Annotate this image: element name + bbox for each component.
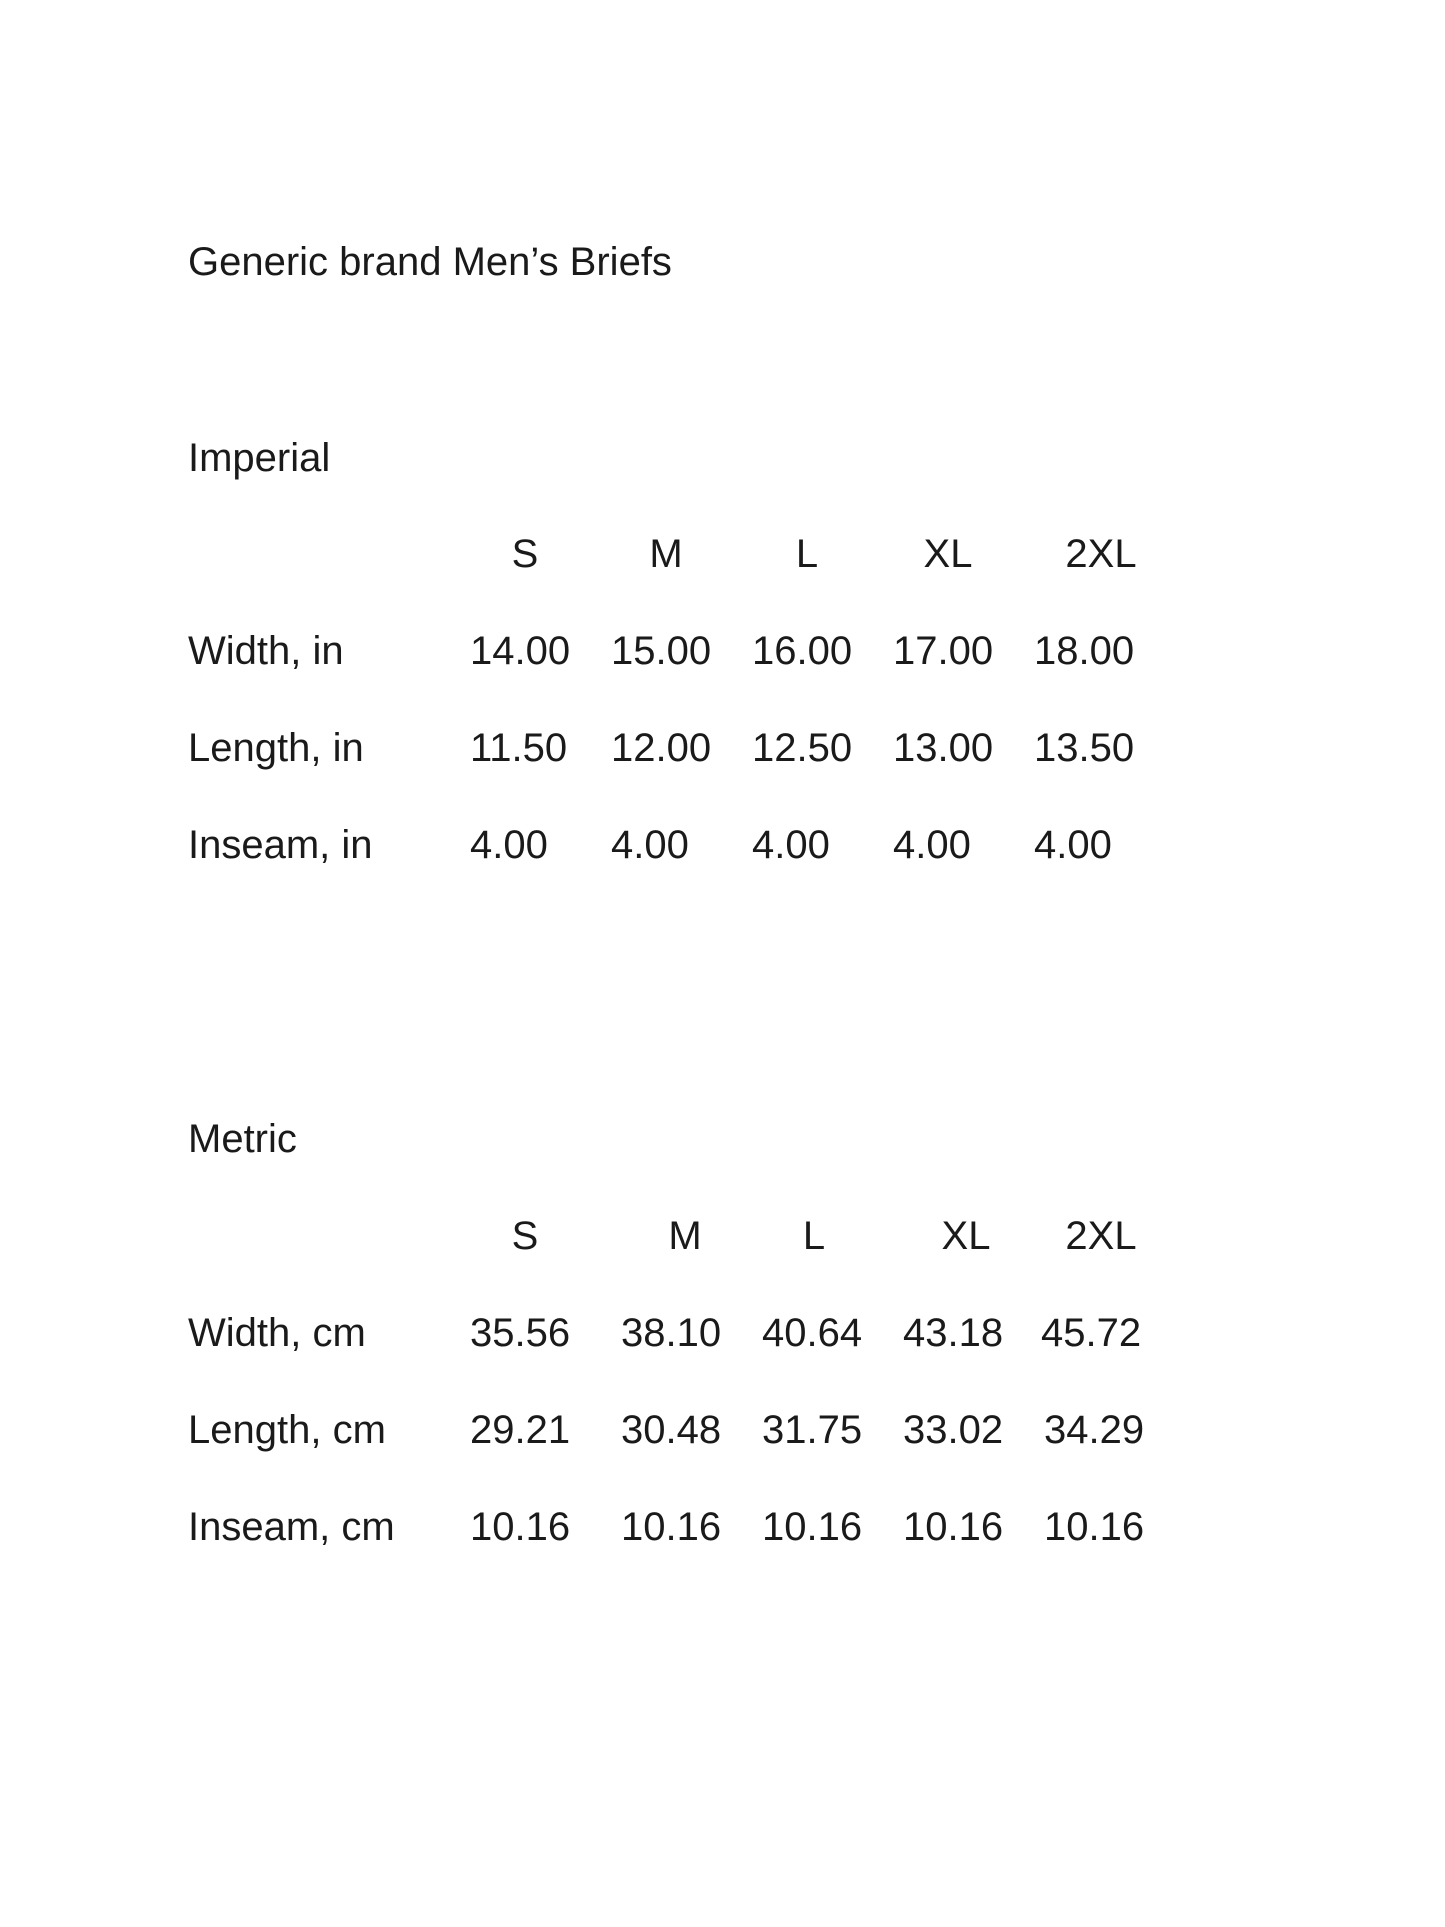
table-header-row	[188, 1212, 1168, 1309]
table-cell: 13.50	[1034, 726, 1135, 770]
row-label: Inseam, cm	[188, 1505, 395, 1549]
row-label: Width, cm	[188, 1311, 366, 1355]
imperial-size-table	[188, 530, 1168, 918]
metric-heading: Metric	[188, 1117, 297, 1161]
table-cell: 12.50	[752, 726, 853, 770]
size-header-s: S	[511, 1214, 539, 1258]
table-cell: 16.00	[752, 629, 853, 673]
table-row	[188, 724, 1168, 821]
table-cell: 17.00	[893, 629, 994, 673]
table-cell: 10.16	[470, 1505, 571, 1549]
row-label: Length, in	[188, 726, 364, 770]
table-cell: 18.00	[1034, 629, 1135, 673]
table-cell: 45.72	[1041, 1311, 1142, 1355]
size-header-l: L	[795, 532, 819, 576]
table-row	[188, 1503, 1168, 1600]
table-cell: 29.21	[470, 1408, 571, 1452]
metric-size-table	[188, 1212, 1168, 1600]
table-cell: 35.56	[470, 1311, 571, 1355]
table-cell: 10.16	[621, 1505, 722, 1549]
table-cell: 15.00	[611, 629, 712, 673]
table-cell: 31.75	[762, 1408, 863, 1452]
table-cell: 34.29	[1044, 1408, 1145, 1452]
row-label: Inseam, in	[188, 823, 373, 867]
size-header-s: S	[511, 532, 539, 576]
table-cell: 14.00	[470, 629, 571, 673]
table-cell: 4.00	[470, 823, 548, 867]
size-header-m: M	[649, 532, 683, 576]
table-cell: 4.00	[893, 823, 971, 867]
table-cell: 4.00	[752, 823, 830, 867]
size-header-l: L	[802, 1214, 826, 1258]
table-cell: 38.10	[621, 1311, 722, 1355]
size-header-m: M	[668, 1214, 702, 1258]
table-cell: 4.00	[611, 823, 689, 867]
table-cell: 11.50	[470, 726, 568, 770]
table-cell: 33.02	[903, 1408, 1004, 1452]
row-label: Length, cm	[188, 1408, 386, 1452]
page-title: Generic brand Men’s Briefs	[188, 240, 672, 284]
size-header-2xl: 2XL	[1065, 532, 1137, 576]
size-header-xl: XL	[923, 532, 973, 576]
table-cell: 12.00	[611, 726, 712, 770]
table-header-row	[188, 530, 1168, 627]
table-cell: 10.16	[762, 1505, 863, 1549]
table-cell: 30.48	[621, 1408, 722, 1452]
table-row	[188, 627, 1168, 724]
table-row	[188, 1309, 1168, 1406]
table-row	[188, 821, 1168, 918]
table-cell: 4.00	[1034, 823, 1112, 867]
size-header-xl: XL	[941, 1214, 991, 1258]
imperial-heading: Imperial	[188, 436, 331, 480]
table-row	[188, 1406, 1168, 1503]
table-cell: 43.18	[903, 1311, 1004, 1355]
row-label: Width, in	[188, 629, 344, 673]
size-header-2xl: 2XL	[1065, 1214, 1137, 1258]
table-cell: 13.00	[893, 726, 994, 770]
table-cell: 10.16	[903, 1505, 1004, 1549]
table-cell: 10.16	[1044, 1505, 1145, 1549]
table-cell: 40.64	[762, 1311, 863, 1355]
